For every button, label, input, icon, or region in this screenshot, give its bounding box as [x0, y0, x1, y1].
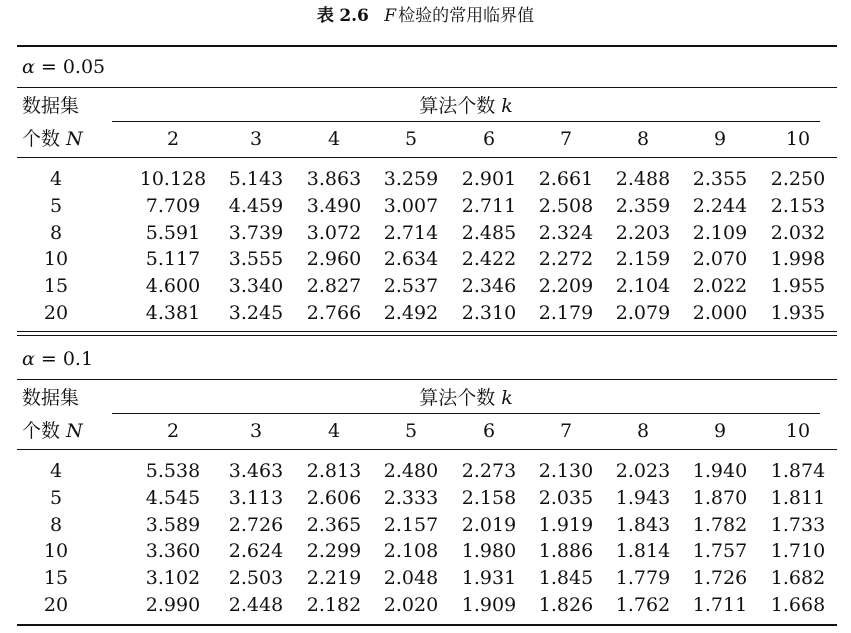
- table-cell: 2.299: [306, 540, 362, 563]
- header-bottom-rule: [17, 449, 837, 450]
- column-group-text: 算法个数: [419, 95, 496, 117]
- table-cell: 1.998: [770, 248, 826, 271]
- table-cell: 2.480: [383, 460, 439, 482]
- table-cell: 3.007: [383, 194, 439, 217]
- table-cell: 3.360: [145, 540, 201, 563]
- table-cell: 1.726: [692, 567, 748, 590]
- table-cell: 1.779: [615, 567, 671, 590]
- table-cell: 1.843: [615, 513, 671, 536]
- table-cell: 1.668: [770, 594, 826, 616]
- table-cell: 2.108: [383, 540, 439, 563]
- table-cell: 2.813: [306, 460, 362, 482]
- table-cell: 2.422: [461, 248, 517, 271]
- column-header-4: 4: [327, 128, 341, 150]
- column-header-5: 5: [404, 420, 418, 442]
- table-cell: 2.990: [145, 594, 201, 616]
- table-cell: 1.757: [692, 540, 748, 563]
- table-cell: 4.600: [145, 275, 201, 298]
- column-header-3: 3: [249, 128, 263, 150]
- row-n-label: 8: [49, 221, 63, 244]
- row-header-bottom: [22, 128, 83, 150]
- header-top-rule: [17, 379, 837, 380]
- row-n-label: 5: [49, 486, 63, 509]
- table-cell: 3.555: [228, 248, 284, 271]
- row-header-var: N: [66, 128, 83, 150]
- table-cell: 1.710: [770, 540, 826, 563]
- table-cell: 2.109: [692, 221, 748, 244]
- table-cell: 2.244: [692, 194, 748, 217]
- table-cell: 2.960: [306, 248, 362, 271]
- table-cell: 2.153: [770, 194, 826, 217]
- table-cell: 2.032: [770, 221, 826, 244]
- header-top-rule: [17, 87, 837, 88]
- table-cell: 2.159: [615, 248, 671, 271]
- table-cell: 1.811: [770, 486, 826, 509]
- row-n-label: 5: [49, 194, 63, 217]
- column-header-10: 10: [785, 128, 811, 150]
- table-cell: 1.826: [538, 594, 594, 616]
- column-group-var: k: [501, 387, 513, 409]
- column-group-text: 算法个数: [419, 387, 496, 409]
- row-n-label: 20: [43, 594, 69, 616]
- top-rule: [17, 45, 837, 47]
- table-cell: 2.537: [383, 275, 439, 298]
- table-cell: 2.714: [383, 221, 439, 244]
- table-cell: 2.070: [692, 248, 748, 271]
- column-group-rule: [112, 413, 820, 414]
- column-header-3: 3: [249, 420, 263, 442]
- table-cell: 1.733: [770, 513, 826, 536]
- column-header-5: 5: [404, 128, 418, 150]
- table-cell: 2.158: [461, 486, 517, 509]
- table-cell: 2.179: [538, 302, 594, 324]
- table-cell: 2.250: [770, 168, 826, 190]
- caption-number: 2.6: [339, 6, 369, 26]
- table-cell: 2.508: [538, 194, 594, 217]
- table-cell: 1.870: [692, 486, 748, 509]
- column-header-7: 7: [559, 420, 573, 442]
- table-cell: 2.365: [306, 513, 362, 536]
- table-cell: 1.919: [538, 513, 594, 536]
- row-header-top: 数据集: [22, 95, 80, 117]
- column-header-2: 2: [166, 420, 180, 442]
- table-cell: 2.019: [461, 513, 517, 536]
- table-cell: 2.827: [306, 275, 362, 298]
- alpha-value: = 0.05: [34, 56, 106, 78]
- table-cell: 2.273: [461, 460, 517, 482]
- row-n-label: 8: [49, 513, 63, 536]
- table-cell: 2.035: [538, 486, 594, 509]
- column-header-8: 8: [636, 128, 650, 150]
- row-header-bottom: [22, 420, 83, 442]
- column-header-9: 9: [713, 128, 727, 150]
- table-cell: 1.711: [692, 594, 748, 616]
- table-cell: 1.909: [461, 594, 517, 616]
- row-header-text: 个数: [22, 420, 61, 442]
- table-cell: 2.355: [692, 168, 748, 190]
- table-cell: 5.538: [145, 460, 201, 482]
- column-header-10: 10: [785, 420, 811, 442]
- table-cell: 2.359: [615, 194, 671, 217]
- table-cell: 2.324: [538, 221, 594, 244]
- table-cell: 2.022: [692, 275, 748, 298]
- table-cell: 2.485: [461, 221, 517, 244]
- alpha-symbol: α: [22, 348, 35, 370]
- caption-text: 检验的常用临界值: [398, 6, 535, 26]
- table-cell: 1.943: [615, 486, 671, 509]
- table-cell: 2.661: [538, 168, 594, 190]
- column-group-var: k: [501, 95, 513, 117]
- table-cell: 3.113: [228, 486, 284, 509]
- table-cell: 2.624: [228, 540, 284, 563]
- table-cell: 4.545: [145, 486, 201, 509]
- table-cell: 4.381: [145, 302, 201, 324]
- table-cell: 1.845: [538, 567, 594, 590]
- table-cell: 2.346: [461, 275, 517, 298]
- table-cell: 1.682: [770, 567, 826, 590]
- table-cell: 2.606: [306, 486, 362, 509]
- header-bottom-rule: [17, 157, 837, 158]
- table-cell: 3.490: [306, 194, 362, 217]
- table-cell: 1.782: [692, 513, 748, 536]
- column-header-6: 6: [482, 420, 496, 442]
- caption-label: 表: [316, 6, 334, 26]
- table-cell: 5.117: [145, 248, 201, 271]
- column-header-8: 8: [636, 420, 650, 442]
- row-n-label: 10: [43, 248, 69, 271]
- table-cell: 1.931: [461, 567, 517, 590]
- row-n-label: 10: [43, 540, 69, 563]
- bottom-rule: [17, 624, 837, 626]
- table-cell: 2.488: [615, 168, 671, 190]
- table-cell: 2.020: [383, 594, 439, 616]
- alpha-value: = 0.1: [34, 348, 94, 370]
- table-cell: 2.000: [692, 302, 748, 324]
- table-cell: 3.463: [228, 460, 284, 482]
- table-cell: 2.310: [461, 302, 517, 324]
- table-cell: 2.209: [538, 275, 594, 298]
- table-cell: 1.874: [770, 460, 826, 482]
- table-cell: 1.935: [770, 302, 826, 324]
- column-group-rule: [112, 121, 820, 122]
- alpha-label: [22, 56, 105, 78]
- table-cell: 5.591: [145, 221, 201, 244]
- table-cell: 1.980: [461, 540, 517, 563]
- table-cell: 2.901: [461, 168, 517, 190]
- table-cell: 2.048: [383, 567, 439, 590]
- table-cell: 10.128: [139, 168, 207, 190]
- alpha-label: [22, 348, 93, 370]
- row-n-label: 4: [49, 168, 63, 190]
- table-cell: 2.182: [306, 594, 362, 616]
- row-header-top: 数据集: [22, 387, 80, 409]
- row-header-var: N: [66, 420, 83, 442]
- table-cell: 2.503: [228, 567, 284, 590]
- table-cell: 2.333: [383, 486, 439, 509]
- table-cell: 2.634: [383, 248, 439, 271]
- section-divider-rule-2: [17, 335, 837, 336]
- column-header-7: 7: [559, 128, 573, 150]
- table-cell: 3.589: [145, 513, 201, 536]
- row-n-label: 20: [43, 302, 69, 324]
- row-n-label: 15: [43, 275, 69, 298]
- table-cell: 3.072: [306, 221, 362, 244]
- table-cell: 3.102: [145, 567, 201, 590]
- column-header-4: 4: [327, 420, 341, 442]
- table-cell: 1.762: [615, 594, 671, 616]
- table-cell: 1.940: [692, 460, 748, 482]
- table-cell: 7.709: [145, 194, 201, 217]
- column-group-header: [112, 387, 820, 409]
- table-cell: 2.711: [461, 194, 517, 217]
- alpha-symbol: α: [22, 56, 35, 78]
- column-header-2: 2: [166, 128, 180, 150]
- row-n-label: 15: [43, 567, 69, 590]
- table-cell: 2.023: [615, 460, 671, 482]
- table-cell: 2.157: [383, 513, 439, 536]
- table-cell: 3.245: [228, 302, 284, 324]
- table-cell: 1.814: [615, 540, 671, 563]
- table-cell: 4.459: [228, 194, 284, 217]
- table-cell: 2.492: [383, 302, 439, 324]
- row-n-label: 4: [49, 460, 63, 482]
- table-cell: 1.886: [538, 540, 594, 563]
- table-cell: 3.340: [228, 275, 284, 298]
- column-header-6: 6: [482, 128, 496, 150]
- table-cell: 2.219: [306, 567, 362, 590]
- table-cell: 2.104: [615, 275, 671, 298]
- table-cell: 2.448: [228, 594, 284, 616]
- table-cell: 2.130: [538, 460, 594, 482]
- section-divider-rule-1: [17, 331, 837, 332]
- table-cell: 3.259: [383, 168, 439, 190]
- table-cell: 3.863: [306, 168, 362, 190]
- row-header-text: 个数: [22, 128, 61, 150]
- table-cell: 2.766: [306, 302, 362, 324]
- table-cell: 2.272: [538, 248, 594, 271]
- table-cell: 2.726: [228, 513, 284, 536]
- table-cell: 2.203: [615, 221, 671, 244]
- column-header-9: 9: [713, 420, 727, 442]
- caption-variable: F: [384, 6, 397, 26]
- table-cell: 3.739: [228, 221, 284, 244]
- table-cell: 5.143: [228, 168, 284, 190]
- column-group-header: [112, 95, 820, 117]
- table-cell: 2.079: [615, 302, 671, 324]
- table-cell: 1.955: [770, 275, 826, 298]
- table-caption: [0, 6, 851, 26]
